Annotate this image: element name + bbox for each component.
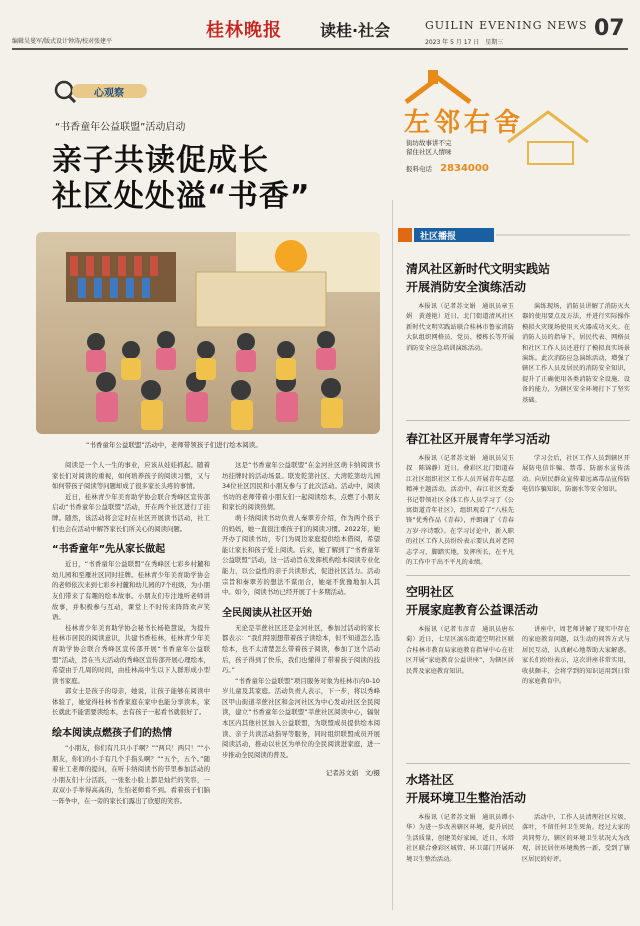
newspaper-english-name: GUILIN EVENING NEWS (425, 19, 588, 32)
page-number: 07 (594, 16, 625, 41)
story-body: 学习会后，社区工作人员到辖区开展防电信诈骗、禁毒、防溺水宣传活动。向居民群众宣传着远离毒品宣传防电信诈骗知识，防溺水等安全知识。 (522, 455, 630, 494)
hotline-label: 报料电话 (406, 165, 432, 173)
article-paragraph: 无论是莘蔗社区还是金河社区，参加过活动的家长都表示：“我们特别想带着孩子读绘本，但不知道怎么选绘本，也不太清楚怎么带着孩子阅读，参加了这个活动后，孩子得到了快乐，我们也懂得了带着孩子阅读的技巧。” (222, 623, 380, 675)
article-paragraph: 阅读是一个人一生的事业，应该从娃娃抓起。随着家长们对阅读的重视，如何培养孩子的阅读习惯，又与如何带孩子阅读等问题却成了很多家长头疼的事情。 (52, 461, 210, 491)
neighbors-sub3: 留住社区人情味 (406, 148, 452, 156)
article-paragraph: 萌卡纳阅读书坊负责人秦翠芳介绍，作为两个孩子的妈妈，她一直很注重孩子们的阅读习惯。2022年，她开办了阅读书坊，专门为周边家庭提供绘本借阅，希望能让家长和孩子爱上阅读。后来，她了解到了“书香童年公益联盟”活动，这一活动旨在发挥机构绘本阅读专业化能力，以公益性的亲子共读形式，促进社区活力。活动宗旨和秦翠芳的想法不谋而合，她毫不犹豫地加入其中。如今，阅读书坊已经开展了十多期活动。 (222, 513, 380, 597)
article-byline: 记者苏文娟 文/摄 (325, 769, 380, 778)
reading-activity-photo (36, 232, 380, 434)
story-divider (406, 575, 630, 576)
hotline (406, 156, 489, 175)
story-divider (406, 763, 630, 764)
story-title: 空明社区 (406, 585, 455, 599)
story-subtitle: 开展家庭教育公益课活动 (406, 603, 539, 617)
header-rule (12, 48, 628, 50)
story-body: 讲座中，周老师讲解了现实中存在的家庭教育问题，以生动的问答方式与居民互动，认真耐心地帮助大家解惑。家长们纷纷表示，这次讲座非常实用，收获颇丰，会将学到的知识运用到日常的家庭教育中。 (522, 626, 630, 686)
column-divider (392, 200, 393, 910)
story-title: 清风社区新时代文明实践站 (406, 262, 551, 276)
community-story (406, 583, 630, 687)
hotline-number: 2834000 (440, 163, 489, 174)
neighbors-sub1: 街坊故事讲不完 (406, 139, 452, 147)
story-body: 本报讯（记者苏文娟 通讯员吴玉叔 陈锦静）近日，叠彩区北门街道春江社区组织社区工作人员开展青年志愿精神主题活动。活动中，春江社区党委书记带领社区全体工作人员学习了《公寓街道青年社区》，组织观看了“八桂先锋”优秀作品《青春》，并朗诵了《青春万岁·序诗歌》。在学习讨论中，新入职的社区工作人员纷纷表示要认真对老同志学习，脚踏实地，发挥所长，在平凡的工作中干出不平凡的业绩。 (406, 455, 514, 567)
staff-credits: 编辑吴曼军/版式设计钟涛/校对张建平 (12, 38, 113, 45)
community-broadcast-tag (398, 226, 630, 244)
neighbors-title: 左邻右舍 (404, 108, 525, 138)
story-body: 活动中，工作人员清理社区垃圾、落叶，不留任何卫生死角。经过大家的共同努力，辖区的环境卫生状况大为改观，居民居住环境焕然一新，受到了辖区居民的好评。 (522, 814, 630, 863)
article-paragraph: “小朋友，你们有几只小手啊？”“两只！两只！”“小朋友，你们的小手有几个手指头啊？”“五个，五个。”随着社工老师的提问，在听卡纳阅读书的节里参加活动的小朋友们十分活跃，一张张小脸上都是灿烂的笑容，一双双小手举得高高的，生怕老师看不到。看着孩子们脑一阵争中，在一旁的家长们露出了欣慰的笑容。 (52, 744, 210, 806)
headline-line1: 亲子共读促成长 (52, 143, 269, 178)
story-body: 本报讯（记者苏文娟 通讯员章玉娟 黄莲艳）近日，北门街道清风社区新时代文明实践站联合桂林市鲁家消防大队组织网格员、党员、楼栋长等开展消防安全应急培训演练活动。 (406, 303, 514, 352)
article-paragraph: “书香童年公益联盟”项目服务对象为桂林市内0-10岁儿童及其家庭。活动负责人表示，下一步，将以秀峰区甲山街道莘蔗社区和金河社区为中心发动社区全民阅读，建立“书香童年公益联盟”莘蔗社区阅读中心，辐射本区内其他社区加入公益联盟，为联盟成员提供绘本阅读、亲子共读活动指导等服务，同时组织联盟成员开展阅读活动，推动以社区为单位的全民阅读进家庭，进一步推动全民阅读的普及。 (222, 676, 380, 759)
article-subhead: “书香童年”先从家长做起 (52, 544, 166, 556)
community-story (406, 430, 630, 568)
newspaper-brand: 桂林晚报 (206, 20, 282, 41)
neighbors-banner (398, 62, 630, 172)
article-column-1 (52, 460, 210, 807)
story-title: 春江社区开展青年学习活动 (406, 432, 551, 446)
article-subhead: 全民阅读从社区开始 (222, 607, 312, 619)
article-column-2 (222, 460, 380, 777)
story-subtitle: 开展消防安全演练活动 (406, 280, 527, 294)
article-kicker: “书香童年公益联盟”活动启动 (55, 122, 186, 133)
article-paragraph: 这是“书香童年公益联盟”在金河社区萌卡纳阅读书坊挂牌时的活动场景。联发乾第社区、大湾乾第幼儿园34位社区因民和小朋友参与了此次活动。活动中，阅读书坊的老师带着小朋友们一起阅读绘本，点燃了小朋友和家长的阅读热情。 (222, 461, 380, 512)
story-body: 本报讯（记者苏文娟 通讯员谭小华）为进一步改善辖区环境，提升居民生活质量，创建美好家园，近日，水塔社区联合叠彩区城管、环卫部门开展环境卫生整治活动。 (406, 814, 514, 863)
story-divider (406, 420, 630, 421)
observation-tag (52, 79, 152, 103)
article-paragraph: 郭女士是孩子的母亲，她说，让孩子能够在阅读中体验了，她觉得桂林书香家庭在家中也能分享读本，家长就此不能需要读绘本，去有孩子一起看书就很好了。 (52, 687, 210, 717)
article-paragraph: 近日，“书香童年公益联盟”在秀峰区七彩乡村麓和幼儿园和至雁社区同时挂牌。桂林青少年美育助学协会的老师依次来到七彩乡村麓和幼儿园的7个班级，为小朋友们带来了有趣的绘本故事。小朋友们专注地听老师讲故事，并积极参与互动，课堂上不时传来阵阵欢声笑语。 (52, 560, 210, 622)
story-title: 水塔社区 (406, 773, 455, 787)
community-story (406, 260, 630, 406)
story-body: 本报讯（记者韦彦青 通讯员唐东菊）近日，七星区漓东街道空明社区联合桂林市教育局家庭教育指导中心在社区开展“家庭教育公益讲座”，为辖区居民普及家庭教育知识。 (406, 626, 514, 675)
article-headline (52, 143, 310, 215)
community-tag-label: 社区播报 (420, 232, 457, 242)
headline-line2: 社区处处溢“书香” (52, 179, 311, 214)
observation-tag-label: 心观察 (94, 88, 124, 99)
photo-caption: “书香童年公益联盟”活动中，老师带领孩子们进行绘本阅读。 (86, 441, 262, 449)
article-paragraph: 近日，桂林青少年美育助学协会联合秀峰区宣传部启动“书香童年公益联盟”活动，开在两个社区进行了挂牌。随然，该活动将会定时在社区开展读书活动，社工们也会在活动中解答家长们所关心的阅读问题。 (52, 492, 210, 533)
section-name: 读桂·社会 (320, 21, 391, 40)
article-subhead: 绘本阅读点燃孩子们的热情 (52, 728, 172, 740)
article-paragraph: 桂林青少年美育助学协会秘书长杨艳慧说，为提升桂林市居民的阅读意识，共建书香桂林，桂林青少年美育助学协会联合秀峰区宣传部开展“书香童年公益联盟”活动，旨在当天活动的秀峰区宣传部开展心理绘本，希望由于几周的时间，由桂林高中生以下人群形成小型读书家庭。 (52, 623, 210, 685)
community-story (406, 771, 630, 865)
issue-date: 2023 年 5 月 17 日 星期三 (425, 39, 504, 46)
story-subtitle: 开展环境卫生整治活动 (406, 791, 527, 805)
story-body: 演练现场，消防员讲解了消防灭火器的使用要点及方法，并进行实际操作模拟火灾现场使用灭火器成功灭火。在消防人员的指导下，居民代表、网格员和社区工作人员还进行了模拟真实场景演练。此次消防应急演练活动，增强了辖区工作人员及居民的消防安全知识，提升了正确使用各类消防安全设施、设备的能力，为辖区安全环境打下了坚实基础。 (522, 303, 630, 404)
